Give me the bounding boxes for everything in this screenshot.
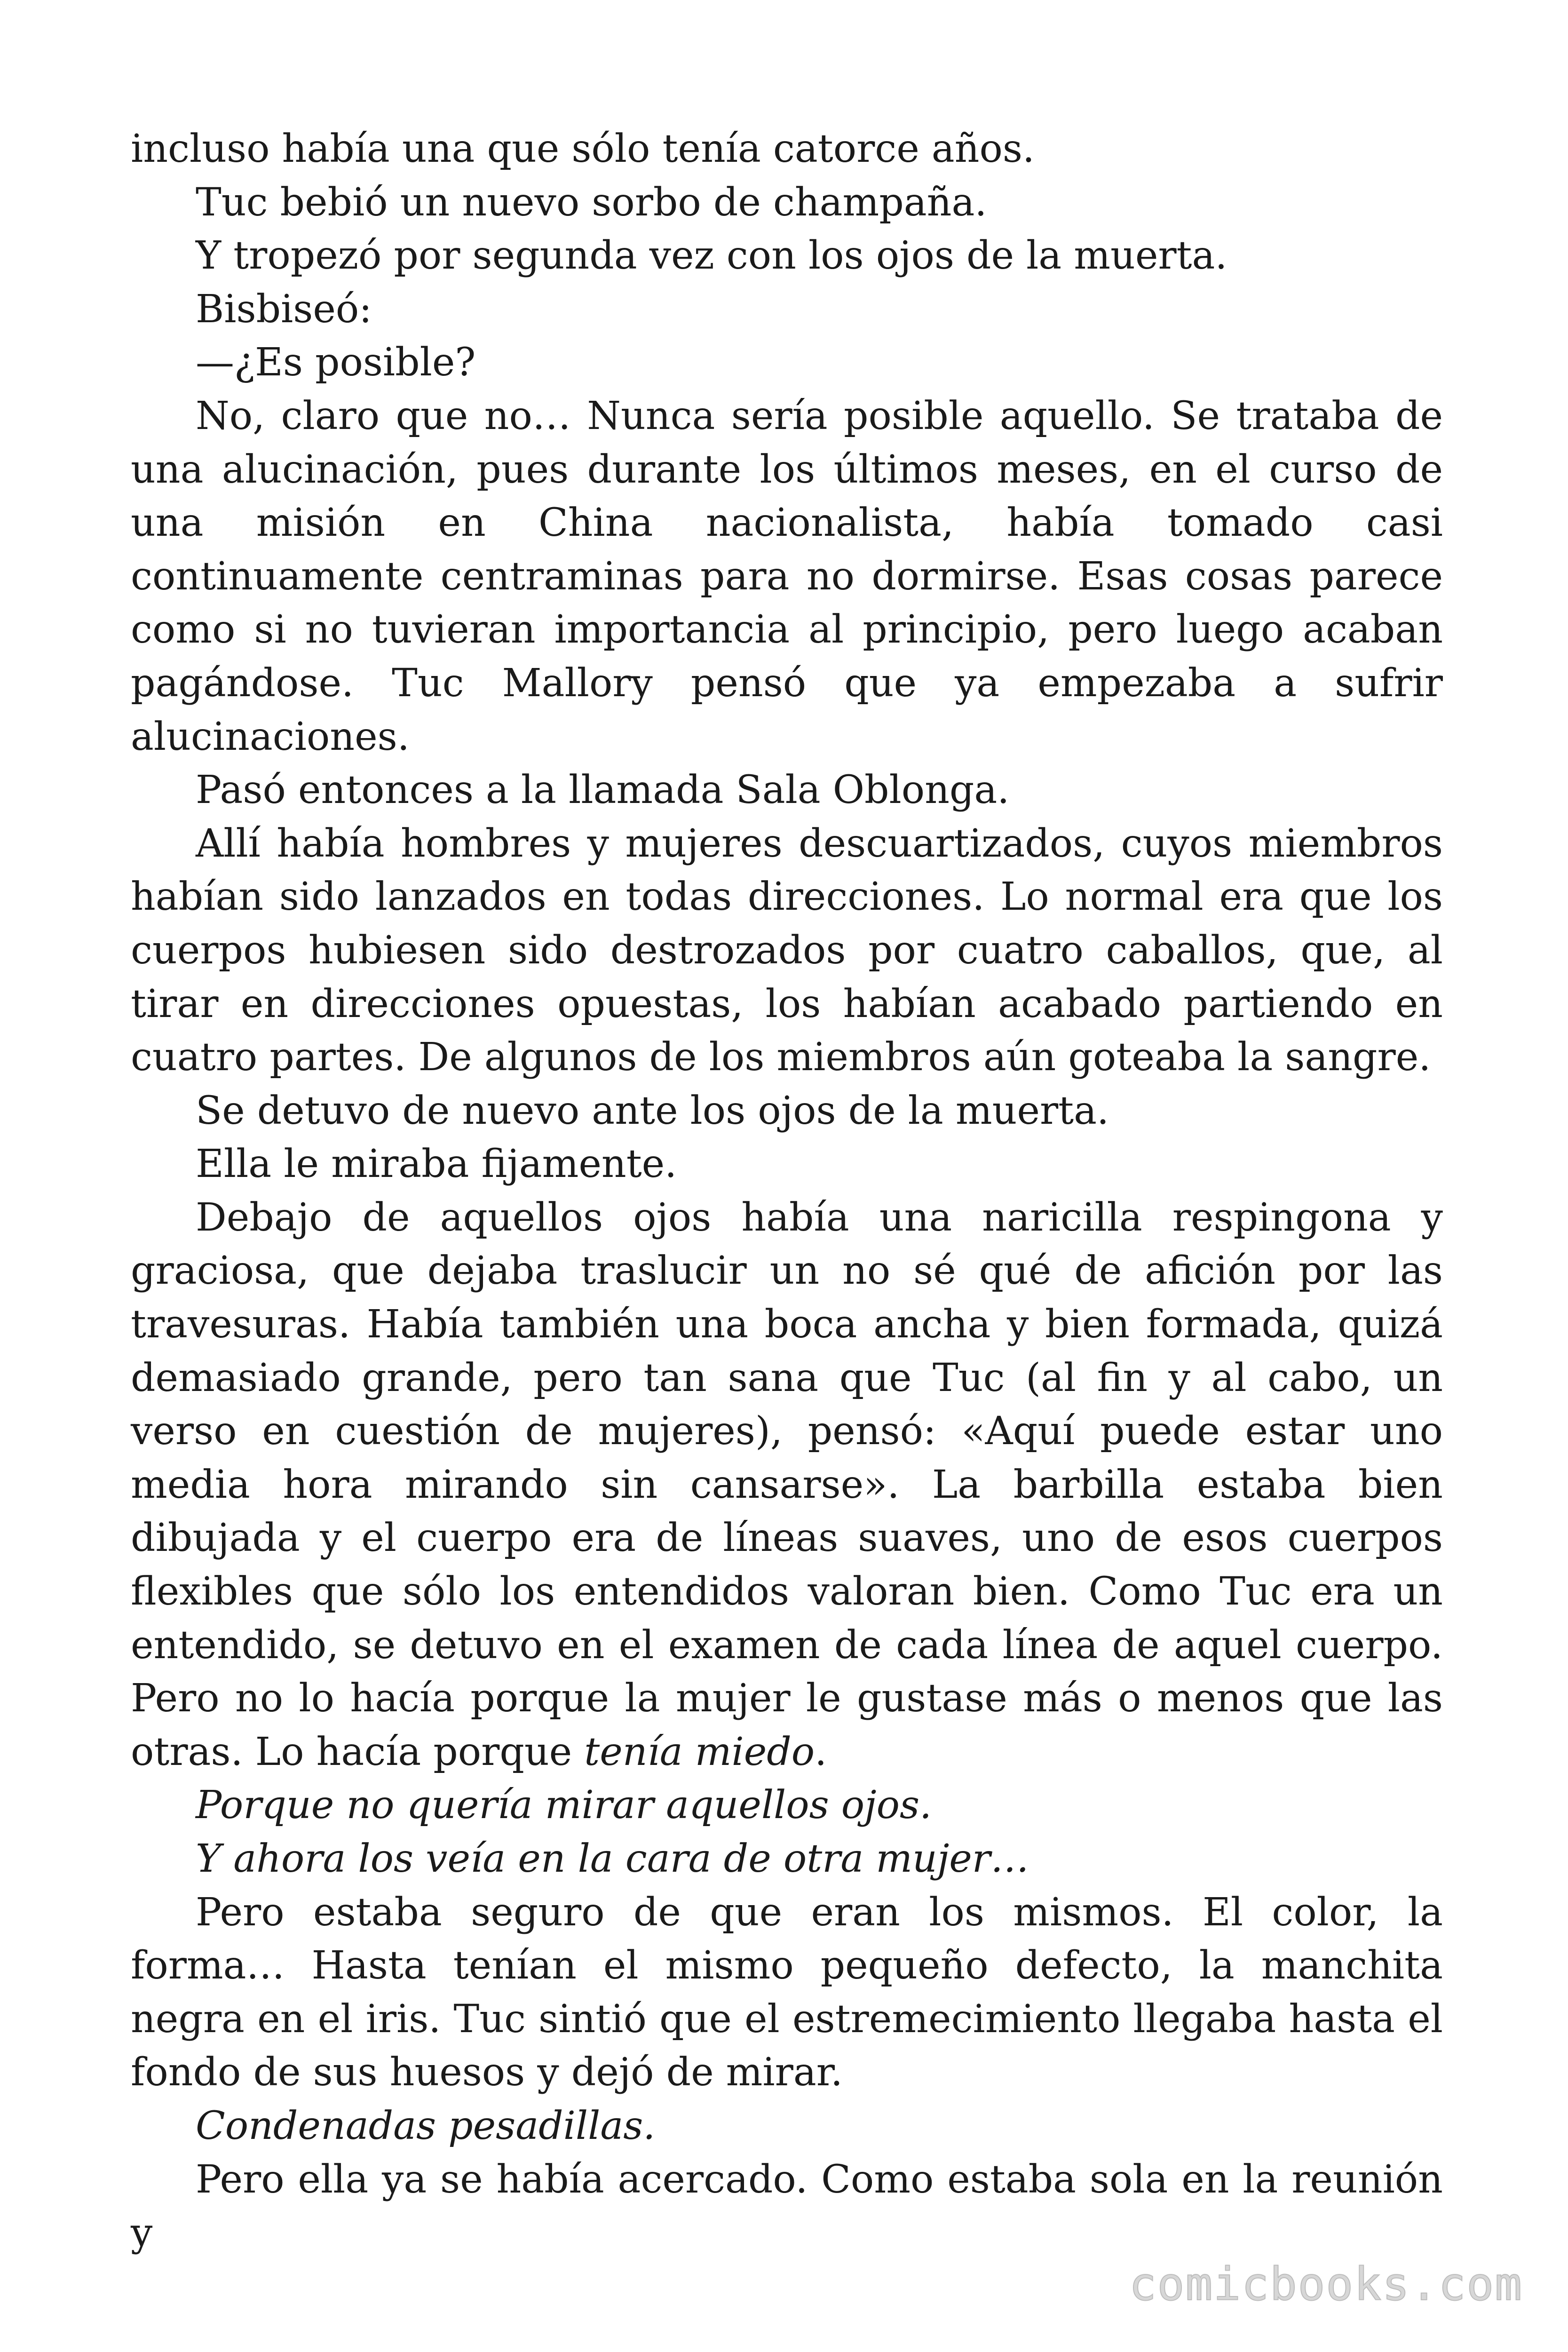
dialogue-line: —¿Es posible?	[196, 340, 476, 385]
paragraph: Se detuvo de nuevo ante los ojos de la muerta.	[196, 1088, 1109, 1133]
italic-paragraph	[131, 2099, 1443, 2153]
italic-text: Porque no quería mirar aquellos ojos.	[196, 1783, 932, 1828]
paragraph: Pasó entonces a la llamada Sala Oblonga.	[196, 768, 1010, 813]
paragraph-with-italic-ending	[131, 1191, 1443, 1779]
italic-phrase: tenía miedo	[584, 1729, 815, 1774]
italic-text: Y ahora los veía en la cara de otra mujer…	[196, 1836, 1029, 1881]
paragraph: Pero estaba seguro de que eran los mismos. El color, la forma… Hasta tenían el mismo pequeño defecto, la manchita negra en el iris. Tuc sintió que el estremecimiento llegaba hasta el fondo de sus huesos y dejó de mirar.	[131, 1890, 1443, 2095]
italic-paragraph	[131, 1832, 1443, 1886]
paragraph: Bisbiseó:	[196, 286, 372, 332]
paragraph: Tuc bebió un nuevo sorbo de champaña.	[196, 180, 987, 225]
paragraph-main-text: Debajo de aquellos ojos había una naricilla respingona y graciosa, que dejaba traslucir un no sé qué de afición por las travesuras. Había también una boca ancha y bien formada, quizá demasiado grande, pero tan sana que Tuc (al fin y al cabo, un verso en cuestión de mujeres), pensó: «Aquí puede estar uno media hora mirando sin cansarse». La barbilla estaba bien dibujada y el cuerpo era de líneas suaves, uno de esos cuerpos flexibles que sólo los entendidos valoran bien. Como Tuc era un entendido, se detuvo en el examen de cada línea de aquel cuerpo. Pero no lo hacía porque la mujer le gustase más o menos que las otras. Lo hacía porque	[131, 1195, 1443, 1774]
italic-text: Condenadas pesadillas.	[196, 2103, 656, 2148]
body-text	[131, 122, 1443, 2260]
paragraph: Allí había hombres y mujeres descuartizados, cuyos miembros habían sido lanzados en todas direcciones. Lo normal era que los cuerpos hubiesen sido destrozados por cuatro caballos, que, al tirar en direcciones opuestas, los habían acabado partiendo en cuatro partes. De algunos de los miembros aún goteaba la sangre.	[131, 821, 1443, 1080]
watermark: comicbooks.com	[1129, 2258, 1523, 2311]
paragraph: Pero ella ya se había acercado. Como estaba sola en la reunión y	[131, 2157, 1443, 2256]
italic-paragraph	[131, 1779, 1443, 1832]
paragraph: Ella le miraba fijamente.	[196, 1142, 677, 1187]
paragraph: Y tropezó por segunda vez con los ojos de la muerta.	[196, 233, 1227, 278]
paragraph: incluso había una que sólo tenía catorce años.	[131, 127, 1035, 171]
paragraph-end-punctuation: .	[815, 1729, 827, 1774]
paragraph: No, claro que no… Nunca sería posible aquello. Se trataba de una alucinación, pues durante los últimos meses, en el curso de una misión en China nacionalista, había tomado casi continuamente centraminas para no dormirse. Esas cosas parece como si no tuvieran importancia al principio, pero luego acaban pagándose. Tuc Mallory pensó que ya empezaba a sufrir alucinaciones.	[131, 393, 1443, 759]
